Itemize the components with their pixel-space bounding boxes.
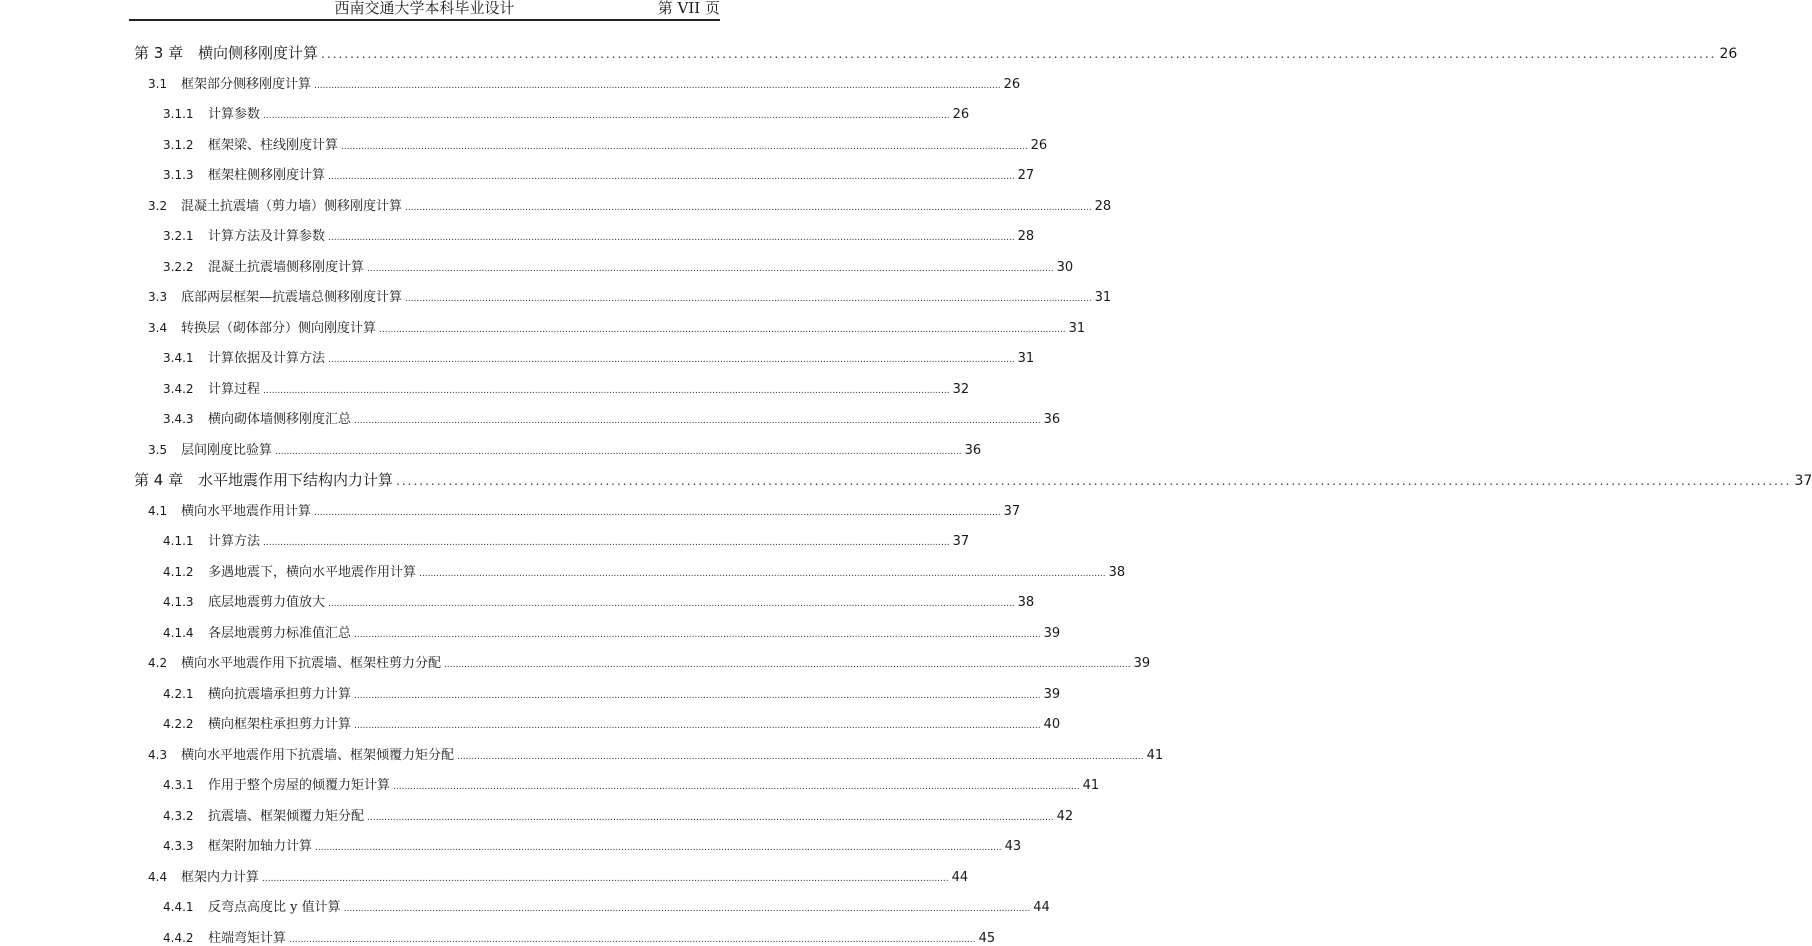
toc-section-entry[interactable] <box>134 866 969 897</box>
toc-section-entry[interactable] <box>134 317 1086 348</box>
toc-entry-title: 混凝土抗震墙侧移刚度计算 <box>208 259 365 275</box>
toc-subsection-entry[interactable] <box>134 927 996 946</box>
toc-subsection-entry[interactable] <box>134 408 1061 439</box>
toc-entry-page: 26 <box>1030 137 1048 153</box>
toc-entry-page: 31 <box>1017 351 1035 366</box>
toc-entry-page: 28 <box>1017 229 1035 244</box>
toc-entry-number: 3.4.3 <box>163 412 194 426</box>
toc-entry-number: 4.3.1 <box>163 778 194 792</box>
toc-entry-number: 3.2.1 <box>163 229 194 243</box>
toc-dot-leader <box>262 874 949 884</box>
toc-entry-page: 26 <box>1719 46 1738 62</box>
toc-entry-title: 横向砌体墙侧移刚度汇总 <box>208 412 352 427</box>
toc-entry-title: 横向水平地震作用下抗震墙、框架柱剪力分配 <box>181 656 442 671</box>
toc-entry-page: 41 <box>1082 778 1100 793</box>
toc-section-entry[interactable] <box>134 195 1112 226</box>
toc-chapter-entry[interactable] <box>134 42 1738 73</box>
toc-subsection-entry[interactable] <box>134 713 1061 744</box>
toc-entry-page: 26 <box>1003 76 1021 92</box>
toc-entry-page: 26 <box>952 107 970 122</box>
toc-dot-leader <box>396 474 1791 488</box>
toc-dot-leader <box>328 172 1015 182</box>
toc-entry-number: 4.3 <box>148 747 168 762</box>
toc-entry-title: 抗震墙、框架倾覆力矩分配 <box>208 808 365 824</box>
toc-dot-leader <box>367 813 1054 823</box>
toc-subsection-entry[interactable] <box>134 622 1061 653</box>
toc-section-entry[interactable] <box>134 500 1021 531</box>
toc-subsection-entry[interactable] <box>134 378 970 409</box>
toc-entry-title: 计算方法及计算参数 <box>208 229 326 244</box>
toc-entry-page: 36 <box>964 442 982 458</box>
toc-entry-number: 4.1.1 <box>163 534 194 548</box>
toc-entry-page: 37 <box>952 534 970 549</box>
toc-entry-page: 43 <box>1004 839 1022 854</box>
toc-entry-page: 39 <box>1133 656 1151 671</box>
toc-entry-number: 第 4 章 <box>134 471 184 489</box>
toc-dot-leader <box>393 782 1080 792</box>
toc-subsection-entry[interactable] <box>134 896 1050 927</box>
toc-entry-number: 4.2 <box>148 656 168 670</box>
toc-dot-leader <box>354 630 1041 640</box>
toc-dot-leader <box>289 935 976 945</box>
toc-entry-title: 框架部分侧移刚度计算 <box>181 76 312 92</box>
toc-dot-leader <box>263 538 950 548</box>
toc-entry-title: 多遇地震下，横向水平地震作用计算 <box>208 564 417 580</box>
toc-subsection-entry[interactable] <box>134 225 1035 256</box>
toc-dot-leader <box>405 294 1092 304</box>
toc-entry-page: 31 <box>1068 320 1086 336</box>
toc-entry-page: 42 <box>1056 808 1074 824</box>
toc-entry-page: 39 <box>1043 625 1061 641</box>
toc-entry-page: 27 <box>1017 168 1035 183</box>
toc-entry-title: 计算依据及计算方法 <box>208 351 326 366</box>
toc-entry-title: 计算参数 <box>208 107 261 122</box>
toc-section-entry[interactable] <box>134 286 1112 317</box>
toc-entry-page: 39 <box>1043 686 1061 702</box>
toc-dot-leader <box>367 264 1054 274</box>
page-header <box>129 0 720 21</box>
toc-entry-number: 3.4.2 <box>163 381 194 396</box>
toc-subsection-entry[interactable] <box>134 164 1035 195</box>
toc-dot-leader <box>328 233 1015 243</box>
toc-entry-title: 计算方法 <box>208 534 261 549</box>
toc-subsection-entry[interactable] <box>134 805 1074 836</box>
toc-entry-title: 反弯点高度比 y 值计算 <box>208 900 341 915</box>
toc-entry-title: 计算过程 <box>208 381 261 397</box>
toc-subsection-entry[interactable] <box>134 103 970 134</box>
header-page-number: 第 VII 页 <box>657 0 720 17</box>
toc-section-entry[interactable] <box>134 744 1164 775</box>
toc-entry-page: 32 <box>952 381 970 397</box>
toc-entry-page: 38 <box>1017 595 1035 610</box>
toc-subsection-entry[interactable] <box>134 591 1035 622</box>
table-of-contents <box>134 42 1812 946</box>
toc-subsection-entry[interactable] <box>134 134 1048 165</box>
toc-entry-number: 3.1.2 <box>163 137 194 152</box>
toc-entry-title: 水平地震作用下结构内力计算 <box>198 471 394 489</box>
toc-subsection-entry[interactable] <box>134 530 970 561</box>
header-title: 西南交通大学本科毕业设计 <box>334 0 515 17</box>
toc-entry-title: 横向框架柱承担剪力计算 <box>208 717 352 732</box>
toc-subsection-entry[interactable] <box>134 774 1100 805</box>
toc-dot-leader <box>328 599 1015 609</box>
toc-entry-number: 3.1 <box>148 76 168 91</box>
toc-entry-number: 3.2.2 <box>163 259 194 274</box>
toc-entry-title: 横向抗震墙承担剪力计算 <box>208 686 352 702</box>
toc-entry-page: 28 <box>1094 198 1112 214</box>
toc-entry-page: 38 <box>1108 564 1126 580</box>
toc-entry-number: 4.1.2 <box>163 564 194 579</box>
toc-dot-leader <box>419 569 1106 579</box>
toc-entry-number: 3.4.1 <box>163 351 194 365</box>
toc-entry-title: 框架内力计算 <box>181 869 260 885</box>
toc-entry-title: 各层地震剪力标准值汇总 <box>208 625 352 641</box>
toc-section-entry[interactable] <box>134 652 1151 683</box>
toc-entry-title: 框架梁、柱线刚度计算 <box>208 137 339 153</box>
toc-entry-title: 转换层（砌体部分）侧向刚度计算 <box>181 320 377 336</box>
toc-dot-leader <box>354 691 1041 701</box>
toc-dot-leader <box>341 142 1028 152</box>
toc-dot-leader <box>354 416 1041 426</box>
toc-entry-number: 4.3.2 <box>163 808 194 823</box>
toc-entry-number: 第 3 章 <box>134 44 184 62</box>
toc-entry-title: 层间刚度比验算 <box>181 442 273 458</box>
toc-entry-title: 底部两层框架—抗震墙总侧移刚度计算 <box>181 290 403 305</box>
toc-dot-leader <box>457 752 1144 762</box>
toc-entry-page: 30 <box>1056 259 1074 275</box>
toc-entry-page: 44 <box>1033 900 1050 915</box>
toc-subsection-entry[interactable] <box>134 561 1126 592</box>
toc-entry-number: 3.3 <box>148 290 168 304</box>
toc-chapter-entry[interactable] <box>134 469 1812 500</box>
toc-entry-title: 横向水平地震作用计算 <box>181 503 312 519</box>
toc-entry-title: 柱端弯矩计算 <box>208 930 287 946</box>
toc-entry-number: 4.1 <box>148 503 168 518</box>
toc-entry-number: 4.1.3 <box>163 595 194 609</box>
toc-entry-number: 3.1.1 <box>163 107 194 121</box>
toc-entry-number: 4.2.1 <box>163 686 194 701</box>
toc-entry-title: 横向水平地震作用下抗震墙、框架倾覆力矩分配 <box>181 747 455 763</box>
toc-dot-leader <box>314 508 1001 518</box>
toc-entry-number: 3.5 <box>148 442 168 457</box>
toc-entry-page: 37 <box>1794 473 1812 489</box>
toc-subsection-entry[interactable] <box>134 347 1035 378</box>
toc-entry-page: 31 <box>1094 290 1112 305</box>
toc-entry-page: 37 <box>1003 503 1021 519</box>
toc-entry-number: 3.1.3 <box>163 168 194 182</box>
toc-entry-title: 底层地震剪力值放大 <box>208 595 326 610</box>
toc-entry-number: 4.4.2 <box>163 930 194 945</box>
toc-entry-number: 4.1.4 <box>163 625 194 640</box>
toc-dot-leader <box>263 111 950 121</box>
toc-entry-title: 框架柱侧移刚度计算 <box>208 168 326 183</box>
toc-dot-leader <box>275 447 962 457</box>
toc-entry-title: 作用于整个房屋的倾覆力矩计算 <box>208 778 391 793</box>
toc-dot-leader <box>263 386 950 396</box>
toc-subsection-entry[interactable] <box>134 256 1074 287</box>
toc-subsection-entry[interactable] <box>134 835 1022 866</box>
toc-entry-number: 4.3.3 <box>163 839 194 853</box>
toc-entry-page: 40 <box>1043 717 1061 732</box>
toc-entry-page: 41 <box>1146 747 1164 763</box>
toc-section-entry[interactable] <box>134 73 1021 104</box>
toc-entry-page: 36 <box>1043 412 1061 427</box>
toc-dot-leader <box>328 355 1015 365</box>
toc-subsection-entry[interactable] <box>134 683 1061 714</box>
toc-dot-leader <box>354 721 1041 731</box>
toc-entry-number: 4.2.2 <box>163 717 194 731</box>
toc-entry-title: 混凝土抗震墙（剪力墙）侧移刚度计算 <box>181 198 403 214</box>
toc-dot-leader <box>315 843 1002 853</box>
toc-entry-page: 45 <box>978 930 996 946</box>
toc-dot-leader <box>321 47 1716 61</box>
toc-entry-number: 3.2 <box>148 198 168 213</box>
toc-section-entry[interactable] <box>134 439 982 470</box>
toc-dot-leader <box>344 904 1031 914</box>
toc-entry-title: 横向侧移刚度计算 <box>198 44 319 62</box>
toc-dot-leader <box>444 660 1131 670</box>
toc-entry-number: 4.4 <box>148 869 168 884</box>
toc-entry-title: 框架附加轴力计算 <box>208 839 313 854</box>
toc-dot-leader <box>314 81 1001 91</box>
toc-dot-leader <box>405 203 1092 213</box>
toc-entry-number: 3.4 <box>148 320 168 335</box>
toc-dot-leader <box>379 325 1066 335</box>
toc-entry-number: 4.4.1 <box>163 900 194 914</box>
toc-entry-page: 44 <box>951 869 969 885</box>
